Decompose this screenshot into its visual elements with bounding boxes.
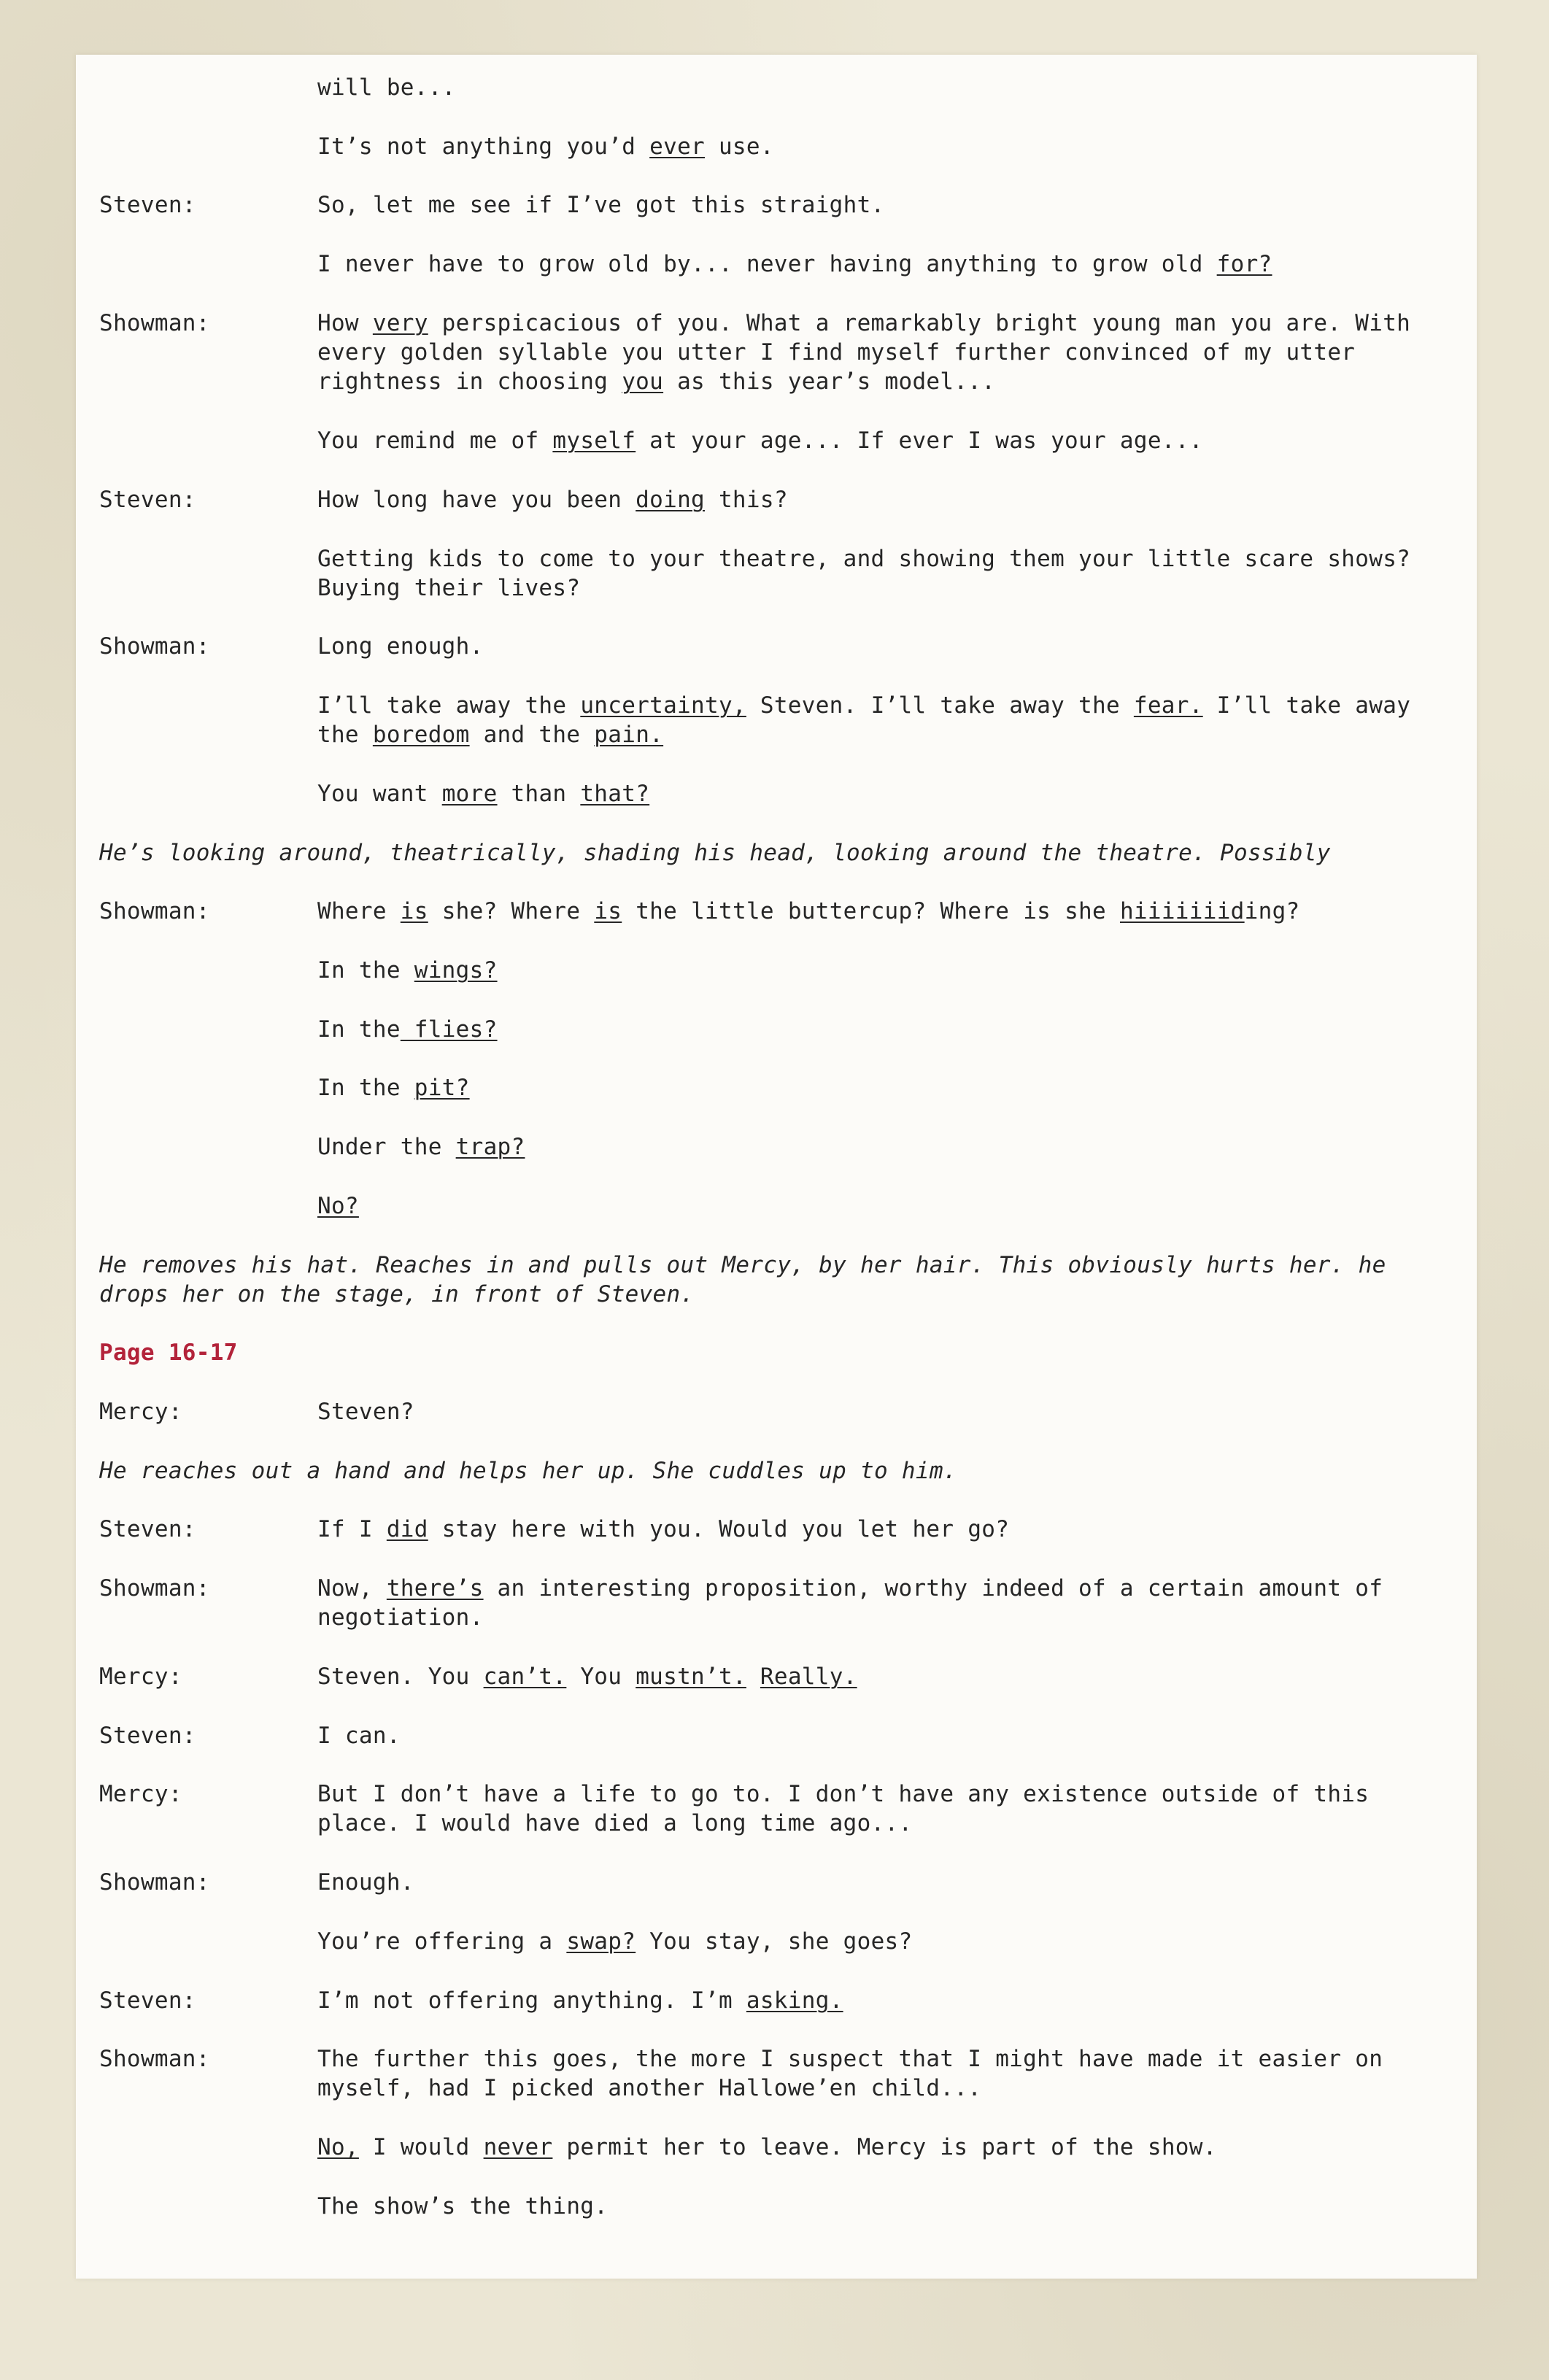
dialog-line: So, let me see if I’ve got this straight. <box>317 192 885 218</box>
speaker-name: Showman: <box>99 1869 210 1896</box>
dialog-line: I’m not offering anything. I’m asking. <box>317 1987 843 2014</box>
dialog-line: The show’s the thing. <box>317 2193 609 2219</box>
dialog-line: You’re offering a swap? You stay, she goes? <box>317 1928 913 1955</box>
dialog-line: Under the trap? <box>317 1134 525 1160</box>
speaker-name: Showman: <box>99 1575 210 1602</box>
speaker-name: Steven: <box>99 1516 196 1542</box>
stage-direction: He’s looking around, theatrically, shading his head, looking around the theatre. Possibly <box>99 840 1331 866</box>
speaker-name: Showman: <box>99 633 210 660</box>
dialog-line: The further this goes, the more I suspect that I might have made it easier on myself, had I picked another Hallowe’en child... <box>317 2046 1383 2101</box>
dialog-line: Where is she? Where is the little buttercup? Where is she hiiiiiiiding? <box>317 898 1300 924</box>
dialog-line: You want more than that? <box>317 781 650 807</box>
speaker-name: Mercy: <box>99 1399 182 1425</box>
dialog-line: will be... <box>317 74 456 101</box>
dialog-line: How very perspicacious of you. What a remarkably bright young man you are. With every golden syllable you utter I find myself further convinced of my utter rightness in choosing you as this year’s model... <box>317 310 1411 395</box>
stage-direction: He reaches out a hand and helps her up. She cuddles up to him. <box>99 1458 957 1484</box>
speaker-name: Steven: <box>99 1723 196 1749</box>
dialog-line: Long enough. <box>317 633 484 660</box>
script-page <box>76 55 1477 2279</box>
stage-direction: He removes his hat. Reaches in and pulls out Mercy, by her hair. This obviously hurts her. he drops her on the stage, in front of Steven. <box>99 1252 1386 1307</box>
speaker-name: Mercy: <box>99 1781 182 1807</box>
dialog-line: I can. <box>317 1723 401 1749</box>
dialog-line: In the flies? <box>317 1016 498 1043</box>
speaker-name: Steven: <box>99 192 196 218</box>
dialog-line: I’ll take away the uncertainty, Steven. I’ll take away the fear. I’ll take away the boredom and the pain. <box>317 692 1411 748</box>
dialog-line: How long have you been doing this? <box>317 487 788 513</box>
speaker-name: Showman: <box>99 2046 210 2072</box>
dialog-line: Steven. You can’t. You mustn’t. Really. <box>317 1664 857 1690</box>
speaker-name: Steven: <box>99 487 196 513</box>
dialog-line: Steven? <box>317 1399 414 1425</box>
dialog-line: I never have to grow old by... never having anything to grow old for? <box>317 251 1272 277</box>
speaker-name: Showman: <box>99 310 210 336</box>
dialog-line: Enough. <box>317 1869 414 1896</box>
dialog-line: Now, there’s an interesting proposition, worthy indeed of a certain amount of negotiation. <box>317 1575 1383 1631</box>
dialog-line: In the pit? <box>317 1075 470 1101</box>
speaker-name: Mercy: <box>99 1664 182 1690</box>
speaker-name: Showman: <box>99 898 210 924</box>
dialog-line: No? <box>317 1193 359 1219</box>
page-heading: Page 16-17 <box>99 1340 238 1366</box>
speaker-name: Steven: <box>99 1987 196 2014</box>
dialog-line: It’s not anything you’d ever use. <box>317 134 774 160</box>
dialog-line: You remind me of myself at your age... If ever I was your age... <box>317 428 1203 454</box>
dialog-line: Getting kids to come to your theatre, and showing them your little scare shows? Buying their lives? <box>317 546 1411 601</box>
dialog-line: No, I would never permit her to leave. Mercy is part of the show. <box>317 2134 1217 2160</box>
dialog-line: But I don’t have a life to go to. I don’t have any existence outside of this place. I would have died a long time ago... <box>317 1781 1370 1836</box>
dialog-line: If I did stay here with you. Would you let her go? <box>317 1516 1010 1542</box>
dialog-line: In the wings? <box>317 957 498 984</box>
